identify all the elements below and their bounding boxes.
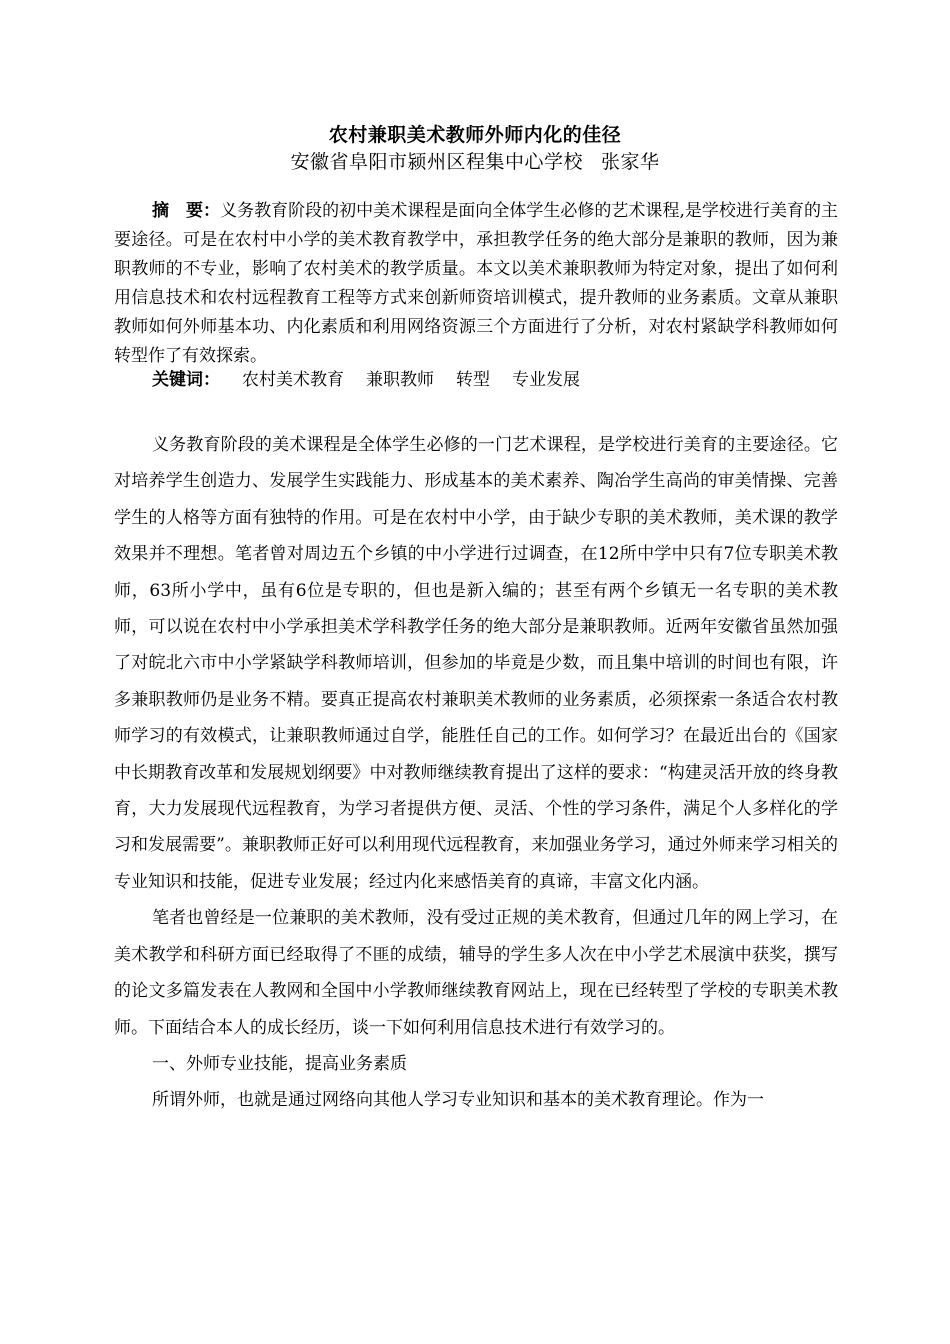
keywords-label: 关键词： bbox=[152, 370, 220, 390]
author-school: 安徽省阜阳市颍州区程集中心学校 bbox=[290, 151, 583, 173]
body-paragraph: 所谓外师，也就是通过网络向其他人学习专业知识和基本的美术教育理论。作为一 bbox=[152, 1090, 764, 1111]
section-heading: 一、外师专业技能，提高业务素质 bbox=[152, 1053, 407, 1074]
abstract-section bbox=[114, 197, 838, 371]
keywords-section bbox=[114, 366, 838, 395]
abstract-paragraph bbox=[114, 197, 838, 371]
abstract-text: 义务教育阶段的初中美术课程是面向全体学生必修的艺术课程,是学校进行美育的主要途径。可是在农村中小学的美术教育教学中，承担教学任务的绝大部分是兼职的教师，因为兼职教师的不专业，影响了农村美术的教学质量。本文以美术兼职教师为特定对象，提出了如何利用信息技术和农村远程教育工程等方式来创新师资培训模式，提升教师的业务素质。文章从兼职教师如何外师基本功、内化素质和利用网络资源三个方面进行了分析，对农村紧缺学科教师如何转型作了有效探索。 bbox=[114, 201, 838, 366]
keyword-item: 兼职教师 bbox=[366, 370, 434, 390]
body-paragraph: 笔者也曾经是一位兼职的美术教师，没有受过正规的美术教育，但通过几年的网上学习，在美术教学和科研方面已经取得了不匪的成绩，辅导的学生多人次在中小学艺术展演中获奖，撰写的论文多篇发表在人教网和全国中小学教师继续教育网站上，现在已经转型了学校的专职美术教师。下面结合本人的成长经历，谈一下如何利用信息技术进行有效学习的。 bbox=[114, 908, 838, 1038]
author-name: 张家华 bbox=[601, 151, 660, 173]
keyword-item: 专业发展 bbox=[512, 370, 580, 390]
body-text bbox=[114, 427, 838, 1119]
author-line bbox=[0, 148, 950, 176]
abstract-label: 摘 要： bbox=[152, 201, 221, 221]
keyword-item: 转型 bbox=[456, 370, 490, 390]
body-paragraph: 义务教育阶段的美术课程是全体学生必修的一门艺术课程，是学校进行美育的主要途径。它对培养学生创造力、发展学生实践能力、形成基本的美术素养、陶冶学生高尚的审美情操、完善学生的人格等方面有独特的作用。可是在农村中小学，由于缺少专职的美术教师，美术课的教学效果并不理想。笔者曾对周边五个乡镇的中小学进行过调查，在12所中学中只有7位专职美术教师，63所小学中，虽有6位是专职的，但也是新入编的；甚至有两个乡镇无一名专职的美术教师，可以说在农村中小学承担美术学科教学任务的绝大部分是兼职教师。近两年安徽省虽然加强了对皖北六市中小学紧缺学科教师培训，但参加的毕竟是少数，而且集中培训的时间也有限，许多兼职教师仍是业务不精。要真正提高农村兼职美术教师的业务素质，必须探索一条适合农村教师学习的有效模式，让兼职教师通过自学，能胜任自己的工作。如何学习？在最近出台的《国家中长期教育改革和发展规划纲要》中对教师继续教育提出了这样的要求：“构建灵活开放的终身教育，大力发展现代远程教育，为学习者提供方便、灵活、个性的学习条件，满足个人多样化的学习和发展需要”。兼职教师正好可以利用现代远程教育，来加强业务学习，通过外师来学习相关的专业知识和技能，促进专业发展；经过内化来感悟美育的真谛，丰富文化内涵。 bbox=[114, 435, 838, 892]
keyword-item: 农村美术教育 bbox=[242, 370, 344, 390]
article-title: 农村兼职美术教师外师内化的佳径 bbox=[328, 124, 622, 146]
